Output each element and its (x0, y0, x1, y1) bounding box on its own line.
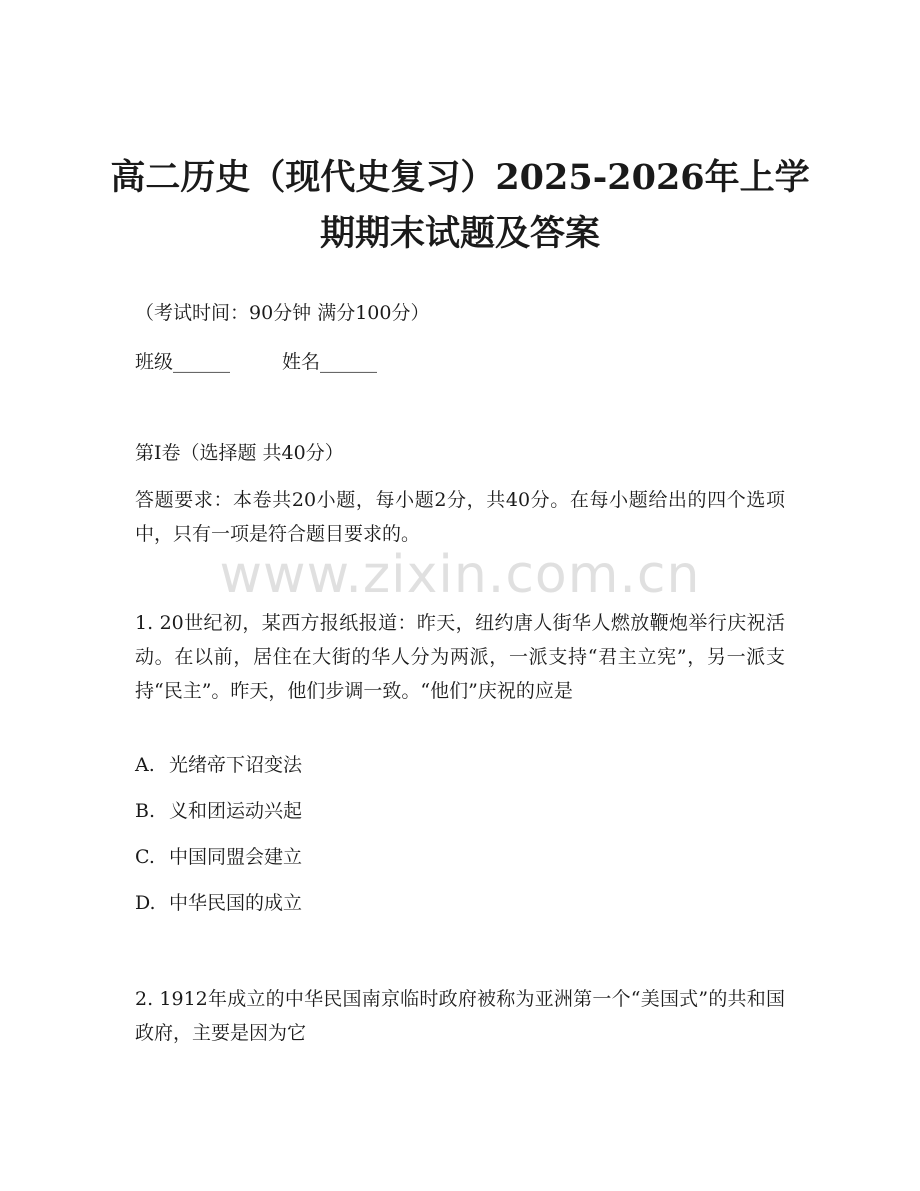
question-text: 20世纪初，某西方报纸报道：昨天，纽约唐人街华人燃放鞭炮举行庆祝活动。在以前，居住在大街的华人分为两派，一派支持“君主立宪”，另一派支持“民主”。昨天，他们步调一致。“他们”庆祝的应是 (135, 612, 785, 702)
option-c (135, 840, 795, 874)
option-b (135, 794, 795, 828)
class-blank: ______ (173, 351, 231, 373)
option-text: 义和团运动兴起 (169, 800, 303, 822)
question-text: 1912年成立的中华民国南京临时政府被称为亚洲第一个“美国式”的共和国政府，主要是因为它 (135, 988, 785, 1044)
question-number: 2. (135, 988, 154, 1010)
student-info-row (135, 345, 795, 379)
option-text: 中国同盟会建立 (169, 846, 303, 868)
option-a (135, 748, 795, 782)
instructions: 答题要求：本卷共20小题，每小题2分，共40分。在每小题给出的四个选项中，只有一项是符合题目要求的。 (135, 489, 785, 545)
question-number: 1. (135, 612, 154, 634)
option-letter: C. (135, 846, 155, 868)
option-letter: D. (135, 892, 156, 914)
option-text: 光绪帝下诏变法 (169, 754, 303, 776)
option-d (135, 886, 795, 920)
name-label: 姓名 (282, 351, 321, 373)
option-letter: A. (135, 754, 155, 776)
section-title: 第Ⅰ卷（选择题 共40分） (135, 442, 344, 464)
question-2 (135, 982, 785, 1050)
class-label: 班级 (135, 351, 174, 373)
option-letter: B. (135, 800, 156, 822)
question-1 (135, 606, 785, 708)
option-text: 中华民国的成立 (169, 892, 303, 914)
watermark: www.zixin.com.cn (219, 545, 701, 605)
name-blank: ______ (320, 351, 378, 373)
document-title: 高二历史（现代史复习）2025-2026年上学期期末试题及答案 (110, 157, 810, 254)
exam-info: （考试时间：90分钟 满分100分） (135, 302, 430, 324)
